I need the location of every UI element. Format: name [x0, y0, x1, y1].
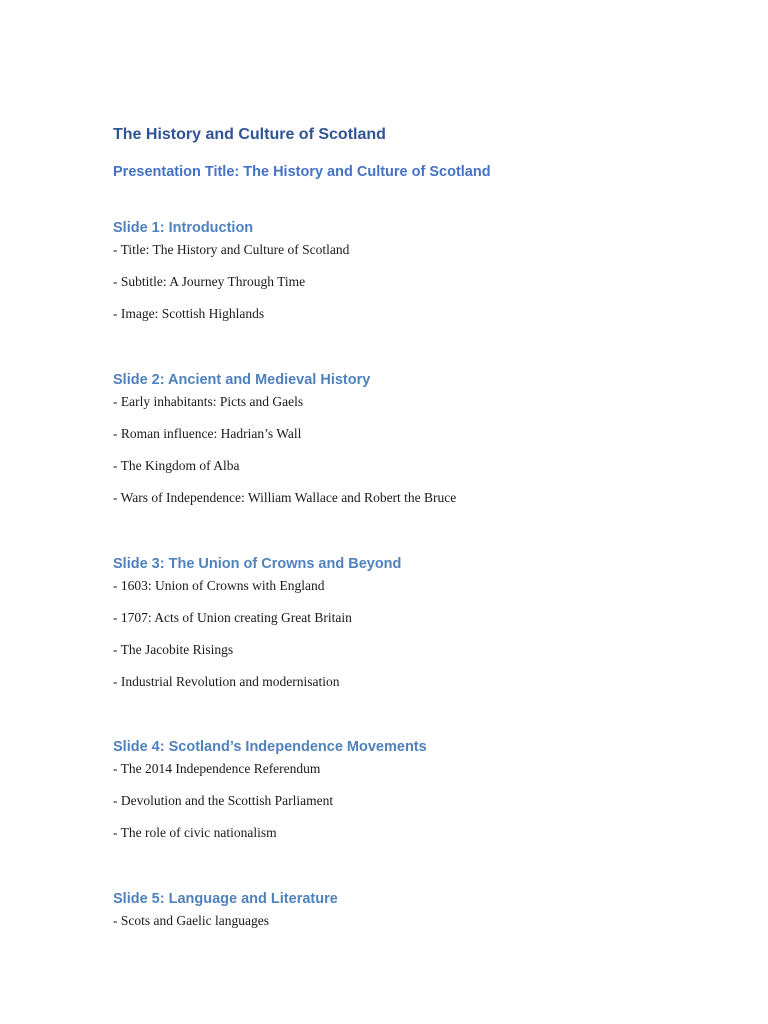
slide-3-bullet: - 1603: Union of Crowns with England: [113, 578, 325, 593]
slide-1-bullet: - Subtitle: A Journey Through Time: [113, 274, 306, 289]
document-title: The History and Culture of Scotland: [113, 126, 386, 143]
slide-1-bullet: - Title: The History and Culture of Scotland: [113, 242, 350, 257]
slide-4-bullet: - Devolution and the Scottish Parliament: [113, 793, 334, 808]
slide-4-heading: Slide 4: Scotland’s Independence Movements: [113, 739, 427, 755]
slide-5-bullet: - Scots and Gaelic languages: [113, 913, 269, 928]
slide-4-bullet: - The 2014 Independence Referendum: [113, 761, 321, 776]
slide-1-bullet: - Image: Scottish Highlands: [113, 306, 265, 321]
slide-3-bullet: - The Jacobite Risings: [113, 642, 234, 657]
slide-2-bullet: - Wars of Independence: William Wallace and Robert the Bruce: [113, 490, 457, 505]
slide-2-bullet: - Early inhabitants: Picts and Gaels: [113, 394, 304, 409]
slide-3-bullet: - Industrial Revolution and modernisation: [113, 674, 340, 689]
slide-3-bullet: - 1707: Acts of Union creating Great Britain: [113, 610, 352, 625]
slide-4-bullet: - The role of civic nationalism: [113, 825, 277, 840]
presentation-title: Presentation Title: The History and Culture of Scotland: [113, 164, 491, 180]
slide-1-heading: Slide 1: Introduction: [113, 220, 254, 236]
slide-2-bullet: - The Kingdom of Alba: [113, 458, 240, 473]
slide-2-heading: Slide 2: Ancient and Medieval History: [113, 372, 371, 388]
slide-5-heading: Slide 5: Language and Literature: [113, 891, 338, 907]
slide-2-bullet: - Roman influence: Hadrian’s Wall: [113, 426, 302, 441]
slide-3-heading: Slide 3: The Union of Crowns and Beyond: [113, 556, 402, 572]
